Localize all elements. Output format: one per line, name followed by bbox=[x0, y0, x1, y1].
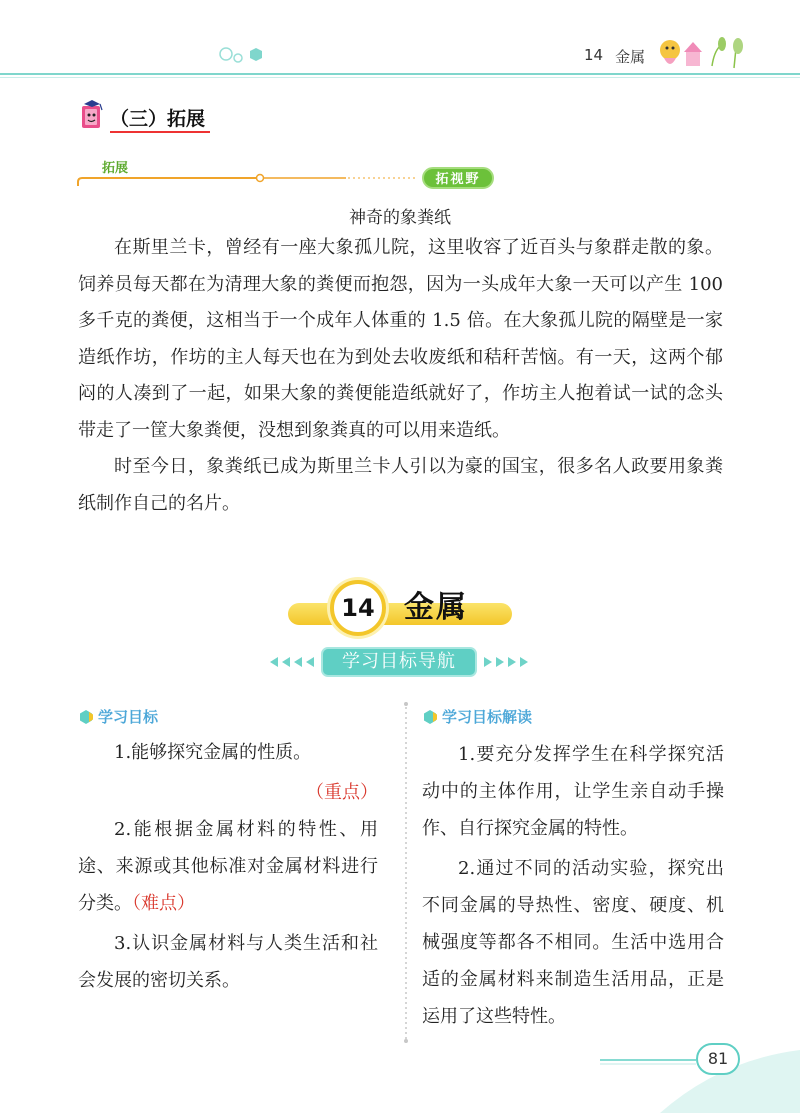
goal-interpretation-list bbox=[422, 736, 724, 1038]
chapter-number: 14 bbox=[341, 594, 375, 622]
chapter-title: 金属 bbox=[404, 590, 468, 625]
cartoon-decoration-icon bbox=[650, 30, 750, 74]
section-heading: （三）拓展 bbox=[110, 108, 206, 130]
hexagon-icon bbox=[78, 709, 94, 725]
goal-interpretation-heading-text: 学习目标解读 bbox=[442, 708, 533, 726]
extension-label: 拓展 bbox=[102, 161, 129, 176]
right-arrows-icon bbox=[478, 655, 530, 669]
article-title: 神奇的象粪纸 bbox=[349, 208, 451, 228]
goal-item bbox=[78, 811, 378, 922]
interpretation-item: 2.通过不同的活动实验，探究出不同金属的导热性、密度、硬度、机械强度等都各不相同。生活中选用合适的金属材料来制造生活用品，正是运用了这些特性。 bbox=[422, 858, 724, 1027]
header-rule-light bbox=[0, 77, 800, 78]
book-mascot-icon bbox=[78, 98, 106, 132]
header-chapter-number: 14 bbox=[584, 46, 604, 64]
article-body bbox=[78, 230, 723, 522]
article-paragraph: 时至今日，象粪纸已成为斯里兰卡人引以为豪的国宝，很多名人政要用象粪纸制作自己的名片。 bbox=[78, 456, 723, 514]
learning-goals-nav-title: 学习目标导航 bbox=[321, 647, 477, 677]
learning-goals-list bbox=[78, 734, 378, 1002]
difficulty-tag: （难点） bbox=[132, 893, 195, 914]
article-paragraph: 在斯里兰卡，曾经有一座大象孤儿院，这里收容了近百头与象群走散的象。饲养员每天都在为清理大象的粪便而抱怨，因为一头成年大象一天可以产生 100 多千克的粪便，这相当于一个成年人体重的 1.5 倍。在大象孤儿院的隔壁是一家造纸作坊，作坊的主人每天也在为到处去收废纸和秸秆苦恼。有一天，这两个郁闷的人凑到了一起，如果大象的粪便能造纸就好了，作坊主人抱着试一试的念头带走了一筐大象粪便，没想到象粪真的可以用来造纸。 bbox=[78, 237, 723, 441]
bubbles-decoration-icon bbox=[212, 38, 272, 68]
hexagon-icon bbox=[422, 709, 438, 725]
page-number: 81 bbox=[696, 1043, 740, 1075]
chapter-banner-bar bbox=[288, 603, 512, 625]
running-header bbox=[584, 46, 645, 67]
goal-item-text: 2.能根据金属材料的特性、用途、来源或其他标准对金属材料进行分类。 bbox=[78, 819, 378, 914]
goal-item: 1.能够探究金属的性质。 bbox=[114, 742, 312, 763]
column-divider bbox=[403, 700, 409, 1045]
learning-goals-heading-text: 学习目标 bbox=[98, 708, 159, 726]
goal-item: 3.认识金属材料与人类生活和社会发展的密切关系。 bbox=[78, 933, 378, 991]
section-heading-underline bbox=[110, 131, 210, 133]
learning-goals-heading bbox=[78, 706, 158, 727]
left-arrows-icon bbox=[268, 655, 320, 669]
interpretation-item: 1.要充分发挥学生在科学探究活动中的主体作用，让学生亲自动手操作、自行探究金属的特性。 bbox=[422, 744, 724, 839]
goal-interpretation-heading bbox=[422, 706, 532, 727]
broaden-view-badge: 拓视野 bbox=[422, 167, 494, 189]
key-point-tag: （重点） bbox=[306, 782, 378, 803]
header-chapter-name: 金属 bbox=[615, 48, 646, 66]
